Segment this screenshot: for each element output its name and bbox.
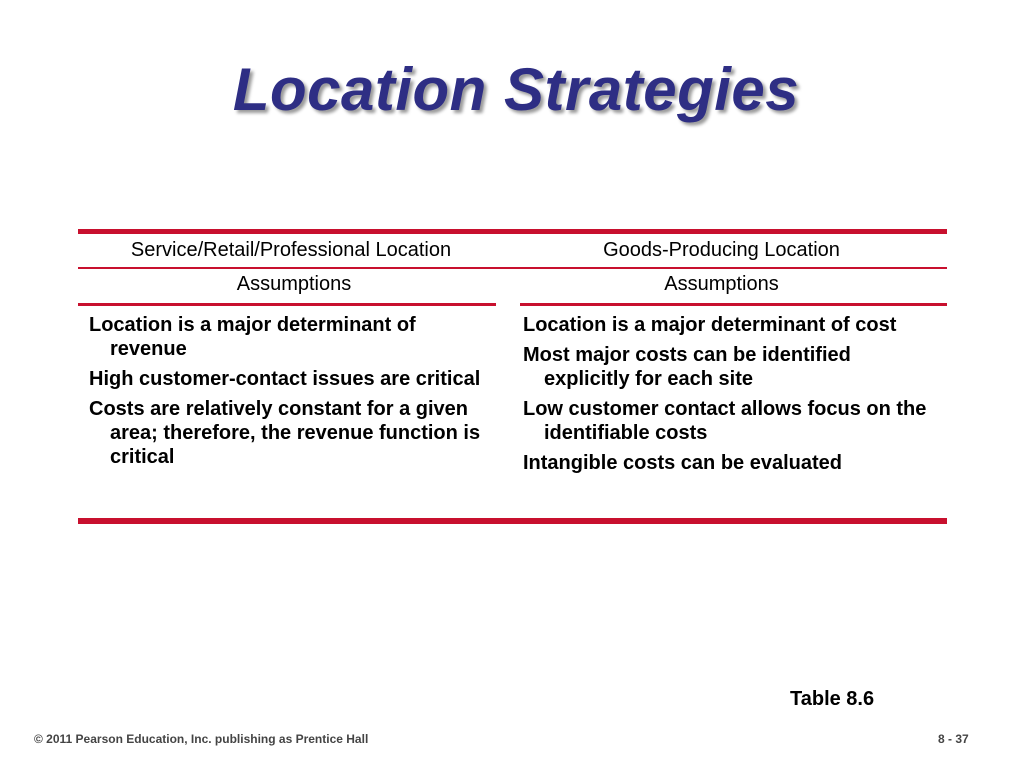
table-bottom-rule	[78, 518, 947, 524]
right-column-subheader: Assumptions	[664, 273, 779, 295]
header-divider-rule	[78, 267, 947, 269]
table-caption: Table 8.6	[790, 688, 875, 710]
list-item: Location is a major determinant of revenue	[89, 314, 416, 360]
left-column-subheader: Assumptions	[236, 273, 352, 295]
service-assumptions-list	[89, 313, 494, 475]
list-item: Location is a major determinant of cost	[523, 314, 897, 336]
table-top-rule	[78, 229, 947, 234]
right-header-bottom-rule	[520, 303, 947, 306]
left-header-bottom-rule	[78, 303, 496, 306]
goods-assumptions-list	[523, 313, 933, 481]
right-column-header: Goods-Producing Location	[603, 239, 840, 261]
footer-copyright: © 2011 Pearson Education, Inc. publishing as Prentice Hall	[34, 732, 369, 746]
list-item: Most major costs can be identified explicitly for each site	[523, 344, 851, 390]
page-number: 8 - 37	[938, 732, 969, 746]
list-item: High customer-contact issues are critical	[89, 368, 481, 390]
left-column-header: Service/Retail/Professional Location	[130, 239, 452, 261]
list-item: Intangible costs can be evaluated	[523, 452, 842, 474]
slide-title: Location Strategies	[232, 56, 800, 123]
list-item: Costs are relatively constant for a given area; therefore, the revenue function is critical	[89, 398, 481, 468]
list-item: Low customer contact allows focus on the identifiable costs	[523, 398, 927, 444]
